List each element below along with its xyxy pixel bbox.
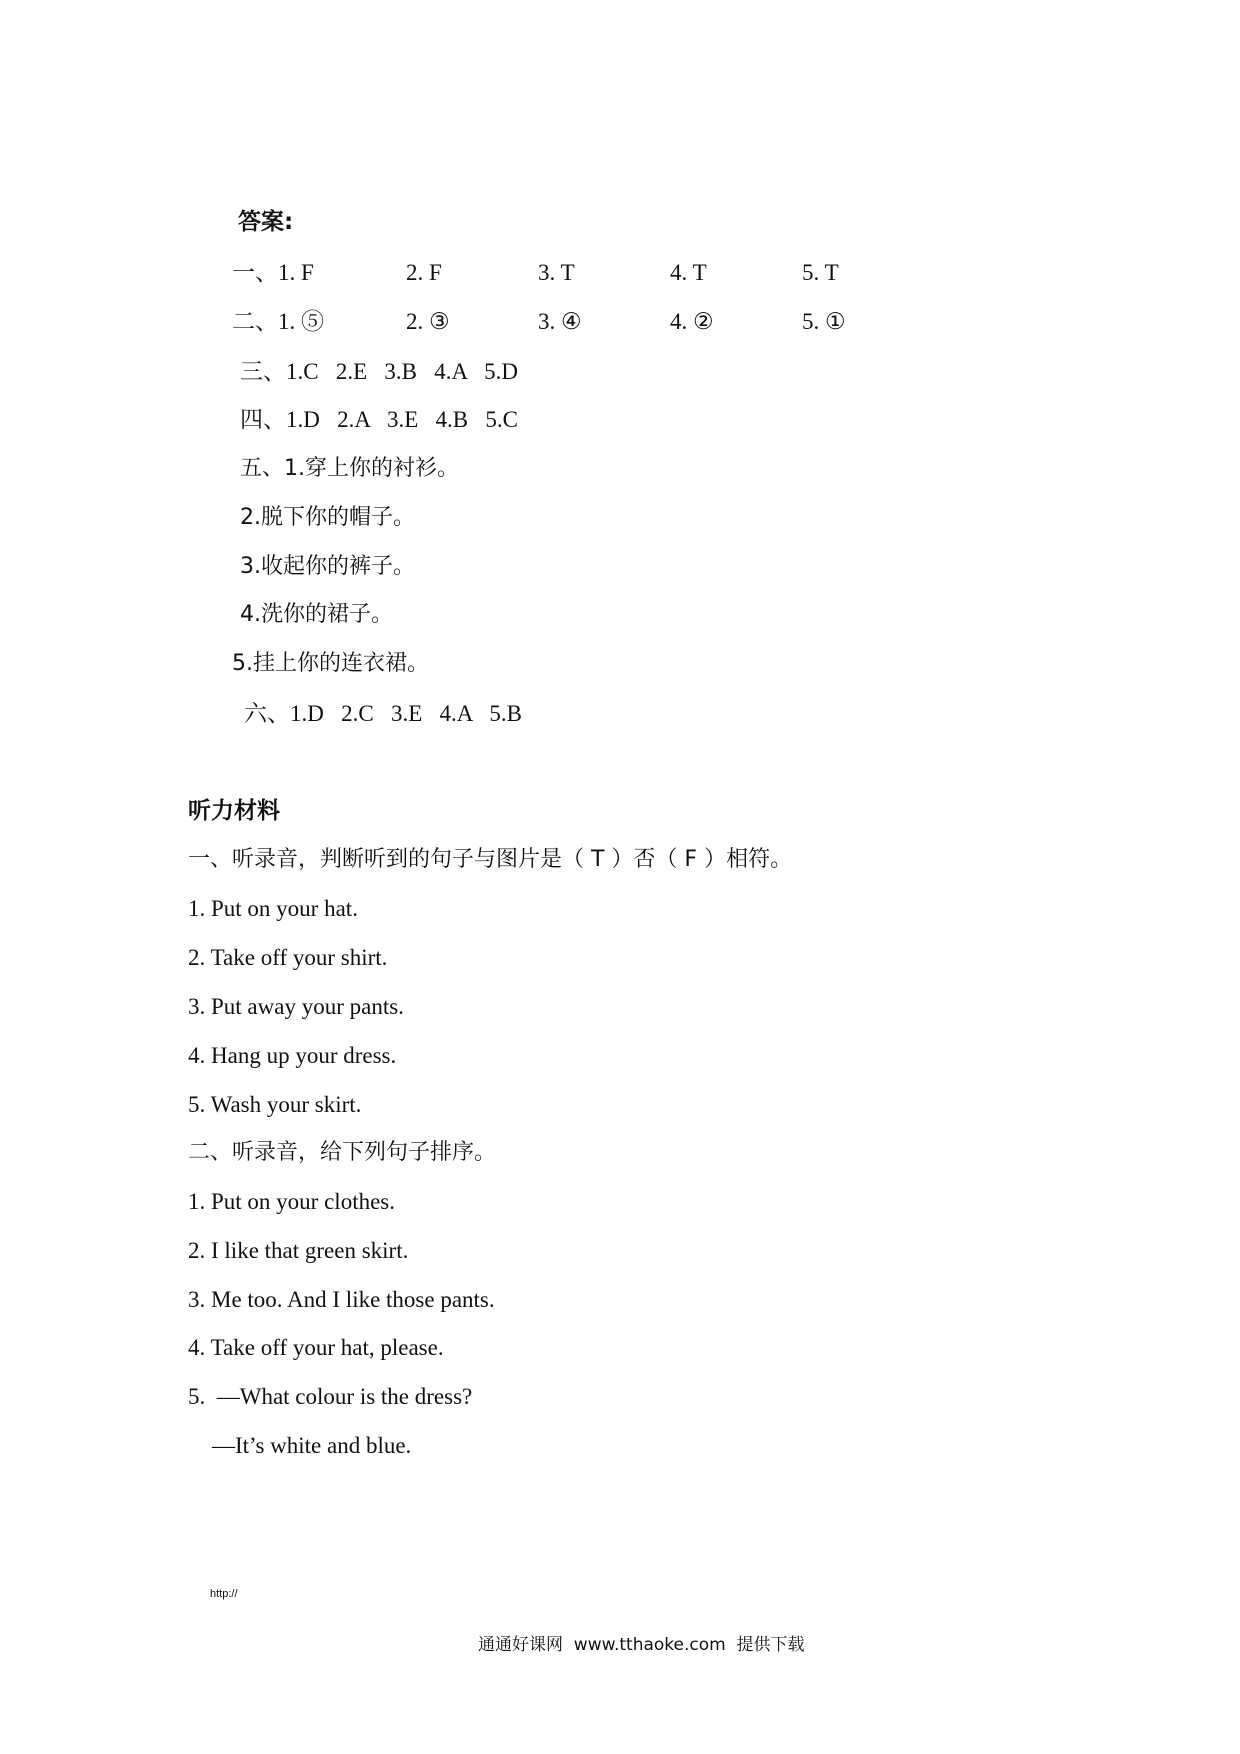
listening-item: 4. Take off your hat, please. xyxy=(188,1335,444,1360)
answer-cell: 5. T xyxy=(802,260,839,285)
listening-item: 5. —What colour is the dress? xyxy=(188,1384,473,1409)
footer-text: 通通好课网 www.tthaoke.com 提供下载 xyxy=(478,1635,805,1655)
answer-row-6: 六、1.D 2.C 3.E 4.A 5.B xyxy=(244,701,522,726)
answer-row-3: 三、1.C 2.E 3.B 4.A 5.D xyxy=(240,359,518,384)
answer-cell: 一、1. F xyxy=(232,260,314,285)
listening-item: 1. Put on your clothes. xyxy=(188,1189,395,1214)
answer-row-5-item: 4.洗你的裙子。 xyxy=(240,602,393,627)
listening-item: 3. Put away your pants. xyxy=(188,994,404,1019)
answer-row-5-item: 3.收起你的裤子。 xyxy=(240,554,415,579)
answer-row-2 xyxy=(232,307,932,337)
answer-cell: 4. T xyxy=(670,260,707,285)
answer-row-1 xyxy=(232,258,932,288)
listening-part1-title: 一、听录音，判断听到的句子与图片是（ T ）否（ F ）相符。 xyxy=(188,847,793,872)
listening-item: 5. Wash your skirt. xyxy=(188,1092,362,1117)
listening-item: 4. Hang up your dress. xyxy=(188,1043,397,1068)
footer-url-stub: http:// xyxy=(210,1588,238,1600)
answer-cell: 3. ④ xyxy=(538,309,582,334)
answer-row-5-title: 五、1.穿上你的衬衫。 xyxy=(240,456,459,481)
answers-heading: 答案: xyxy=(238,209,294,235)
answer-cell: 二、1. ⑤ xyxy=(232,309,324,334)
answer-row-5-item: 2.脱下你的帽子。 xyxy=(240,505,415,530)
answer-cell: 3. T xyxy=(538,260,575,285)
listening-part2-title: 二、听录音，给下列句子排序。 xyxy=(188,1140,497,1165)
answer-row-5-item: 5.挂上你的连衣裙。 xyxy=(232,651,429,676)
listening-heading: 听力材料 xyxy=(188,798,280,824)
answer-cell: 4. ② xyxy=(670,309,714,334)
listening-reply: —It’s white and blue. xyxy=(212,1433,412,1458)
answer-cell: 2. F xyxy=(406,260,442,285)
listening-item: 2. Take off your shirt. xyxy=(188,945,388,970)
answer-row-4: 四、1.D 2.A 3.E 4.B 5.C xyxy=(240,407,518,432)
listening-item: 1. Put on your hat. xyxy=(188,896,358,921)
listening-item: 2. I like that green skirt. xyxy=(188,1238,409,1263)
answer-cell: 5. ① xyxy=(802,309,846,334)
answer-cell: 2. ③ xyxy=(406,309,450,334)
listening-item: 3. Me too. And I like those pants. xyxy=(188,1287,495,1312)
